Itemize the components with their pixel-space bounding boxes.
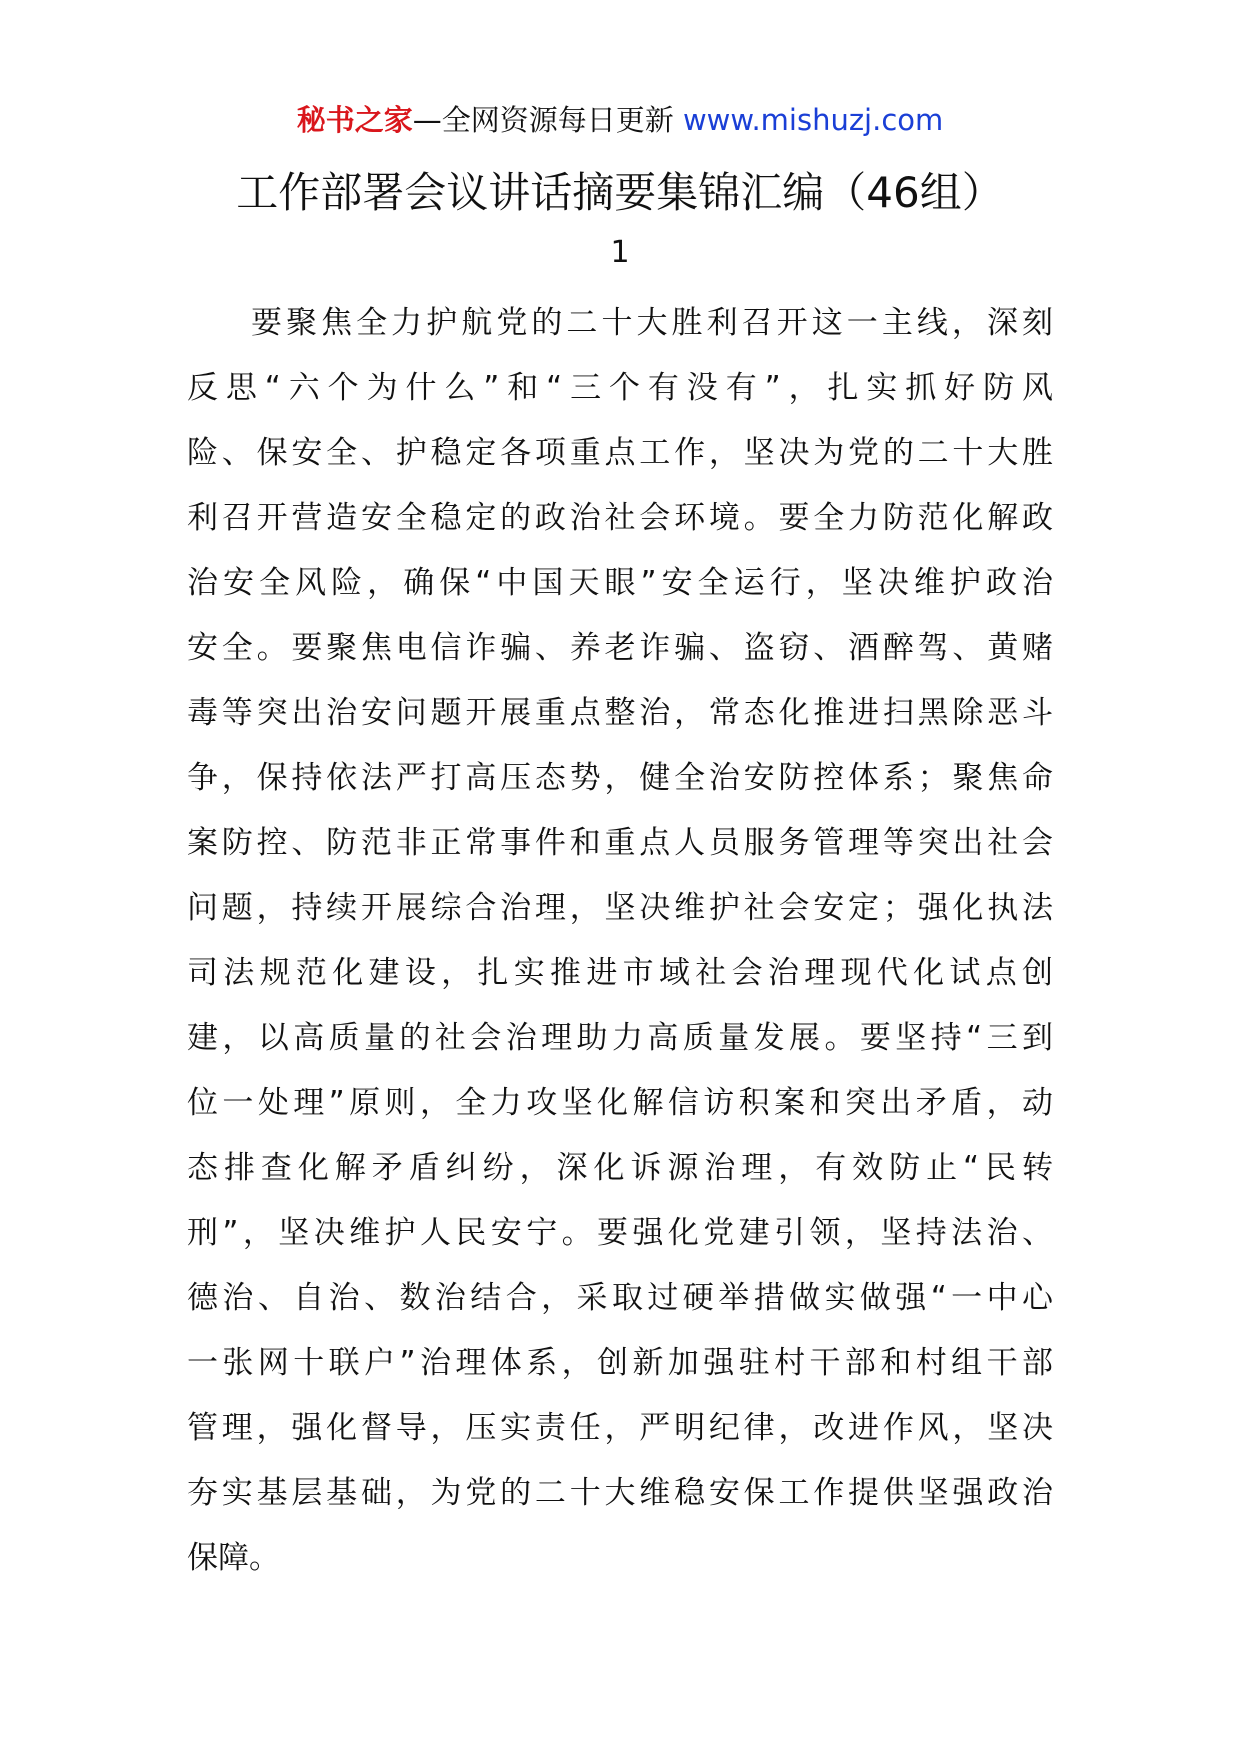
paragraph-line: 一张网十联户”治理体系，创新加强驻村干部和村组干部 xyxy=(187,1345,1053,1381)
paragraph-line: 问题，持续开展综合治理，坚决维护社会安定；强化执法 xyxy=(187,890,1053,926)
site-name: 秘书之家 xyxy=(296,103,413,137)
paragraph-line: 德治、自治、数治结合，采取过硬举措做实做强“一中心 xyxy=(187,1280,1053,1316)
paragraph-line: 毒等突出治安问题开展重点整治，常态化推进扫黑除恶斗 xyxy=(187,695,1053,731)
paragraph-line: 安全。要聚焦电信诈骗、养老诈骗、盗窃、酒醉驾、黄赌 xyxy=(187,630,1053,666)
paragraph-line: 险、保安全、护稳定各项重点工作，坚决为党的二十大胜 xyxy=(187,435,1053,471)
paragraph-line: 司法规范化建设，扎实推进市域社会治理现代化试点创 xyxy=(187,955,1053,991)
paragraph-line: 态排查化解矛盾纠纷，深化诉源治理，有效防止“民转 xyxy=(187,1150,1053,1186)
paragraph-line: 反思“六个为什么”和“三个有没有”，扎实抓好防风 xyxy=(187,370,1053,406)
section-number: 1 xyxy=(610,235,630,270)
site-header xyxy=(0,100,1240,140)
paragraph-line: 争，保持依法严打高压态势，健全治安防控体系；聚焦命 xyxy=(187,760,1053,796)
site-url[interactable]: www.mishuzj.com xyxy=(682,103,944,137)
paragraph-line: 位一处理”原则，全力攻坚化解信访积案和突出矛盾，动 xyxy=(187,1085,1053,1121)
document-title: 工作部署会议讲话摘要集锦汇编（46组） xyxy=(236,168,1004,217)
paragraph-line: 保障。 xyxy=(187,1540,280,1576)
paragraph-line: 案防控、防范非正常事件和重点人员服务管理等突出社会 xyxy=(187,825,1053,861)
paragraph-line: 建，以高质量的社会治理助力高质量发展。要坚持“三到 xyxy=(187,1020,1053,1056)
paragraph-line: 夯实基层基础，为党的二十大维稳安保工作提供坚强政治 xyxy=(187,1475,1053,1511)
paragraph-line: 治安全风险，确保“中国天眼”安全运行，坚决维护政治 xyxy=(187,565,1053,601)
paragraph-line: 管理，强化督导，压实责任，严明纪律，改进作风，坚决 xyxy=(187,1410,1053,1446)
body-paragraph xyxy=(187,291,1053,1591)
paragraph-line: 利召开营造安全稳定的政治社会环境。要全力防范化解政 xyxy=(187,500,1053,536)
paragraph-line: 刑”，坚决维护人民安宁。要强化党建引领，坚持法治、 xyxy=(187,1215,1053,1251)
site-tagline: —全网资源每日更新 xyxy=(412,103,683,137)
paragraph-line: 要聚焦全力护航党的二十大胜利召开这一主线，深刻 xyxy=(251,305,1053,341)
